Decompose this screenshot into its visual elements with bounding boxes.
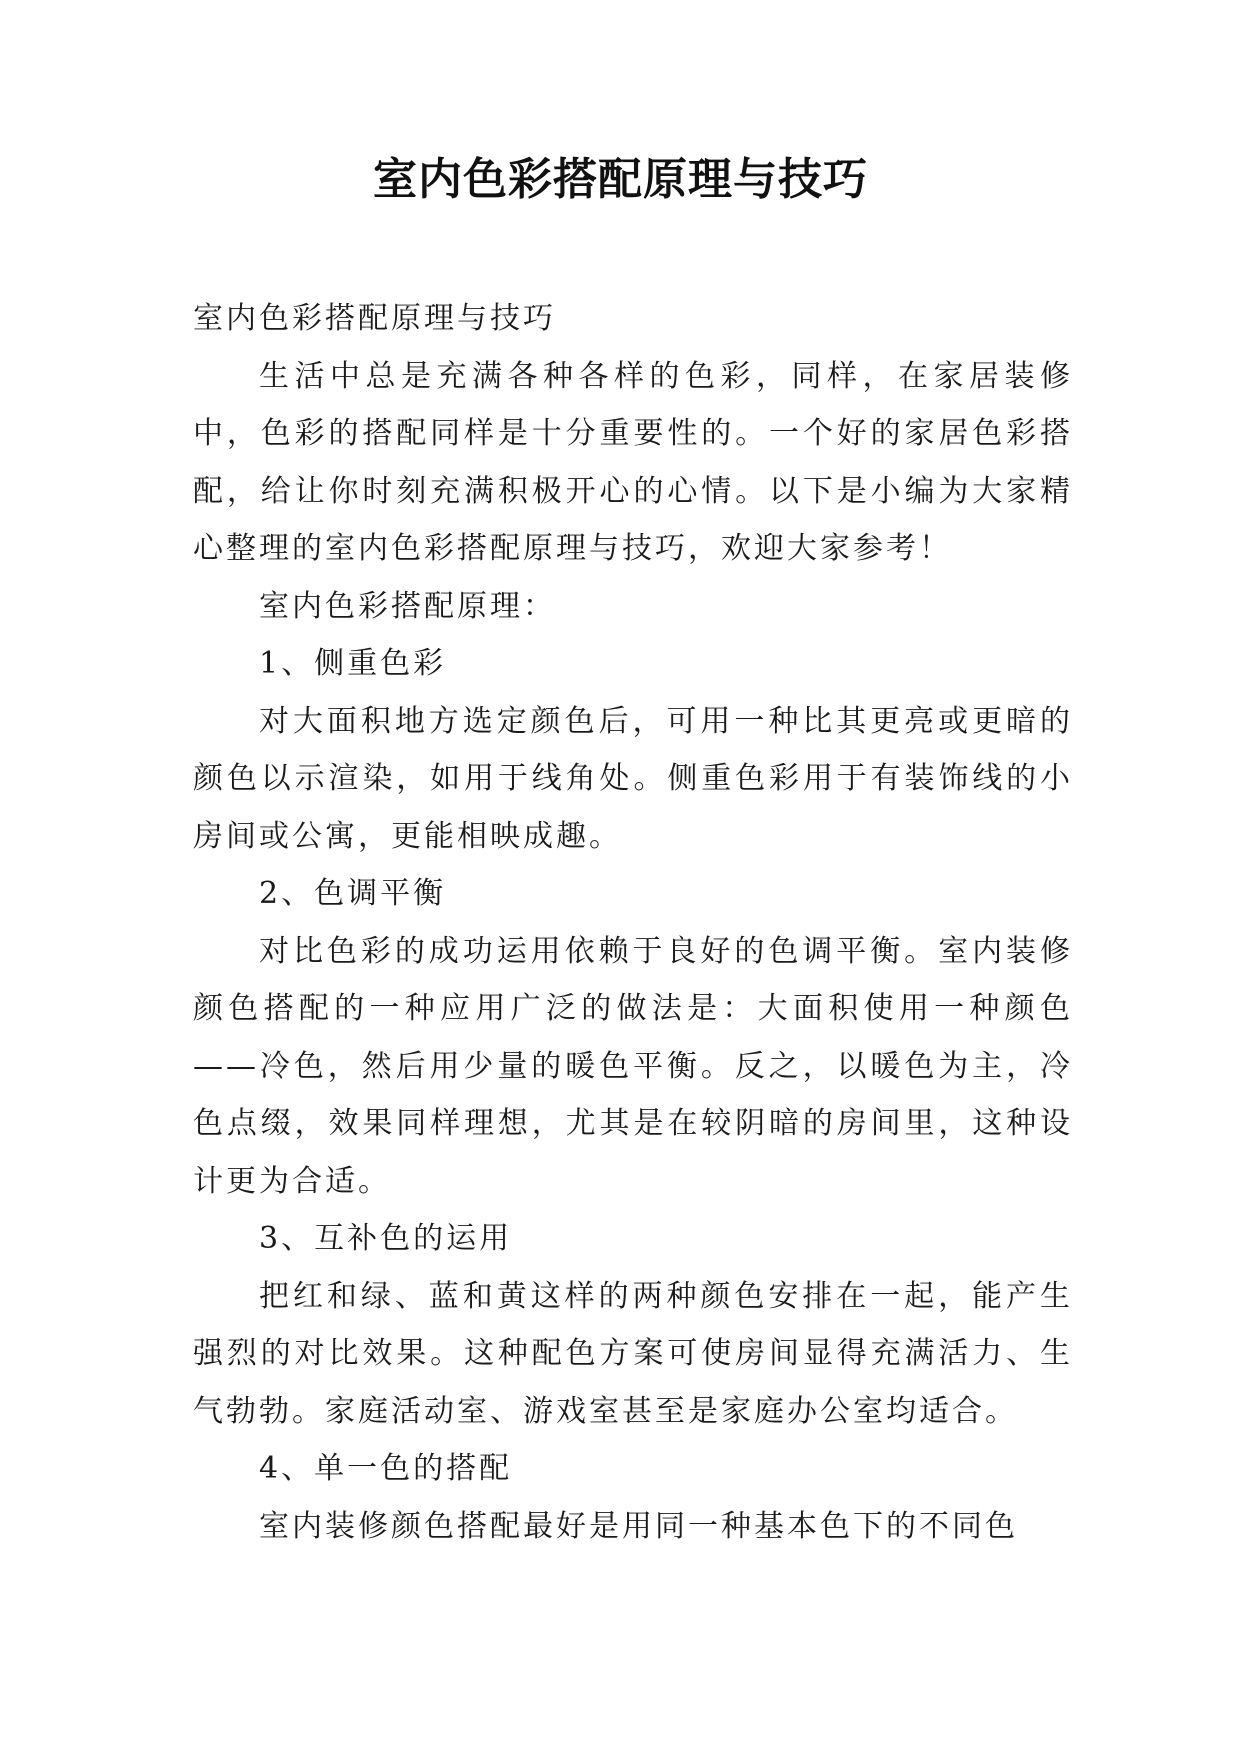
subheading-4: 4、单一色的搭配 [259, 1451, 513, 1486]
paragraph-intro: 生活中总是充满各种各样的色彩，同样，在家居装修中，色彩的搭配同样是十分重要性的。一个好的家居色彩搭配，给让你时刻充满积极开心的心情。以下是小编为大家精心整理的室内色彩搭配原理与技巧，欢迎大家参考！ [193, 358, 1073, 566]
document-title: 室内色彩搭配原理与技巧 [373, 154, 868, 205]
document-body [193, 290, 1073, 1555]
paragraph-3: 把红和绿、蓝和黄这样的两种颜色安排在一起，能产生强烈的对比效果。这种配色方案可使房间显得充满活力、生气勃勃。家庭活动室、游戏室甚至是家庭办公室均适合。 [193, 1278, 1073, 1429]
paragraph-4: 室内装修颜色搭配最好是用同一种基本色下的不同色 [259, 1508, 1018, 1544]
paragraph-1: 对大面积地方选定颜色后，可用一种比其更亮或更暗的颜色以示渲染，如用于线角处。侧重色彩用于有装饰线的小房间或公寓，更能相映成趣。 [193, 703, 1073, 854]
section-heading-principles: 室内色彩搭配原理： [259, 588, 556, 624]
subheading-2: 2、色调平衡 [259, 876, 447, 911]
subheading-3: 3、互补色的运用 [259, 1221, 513, 1256]
subheading-1: 1、侧重色彩 [259, 646, 447, 681]
paragraph-2: 对比色彩的成功运用依赖于良好的色调平衡。室内装修颜色搭配的一种应用广泛的做法是：大面积使用一种颜色——冷色，然后用少量的暖色平衡。反之，以暖色为主，冷色点缀，效果同样理想，尤其是在较阴暗的房间里，这种设计更为合适。 [193, 933, 1073, 1199]
paragraph-subtitle: 室内色彩搭配原理与技巧 [193, 301, 556, 336]
